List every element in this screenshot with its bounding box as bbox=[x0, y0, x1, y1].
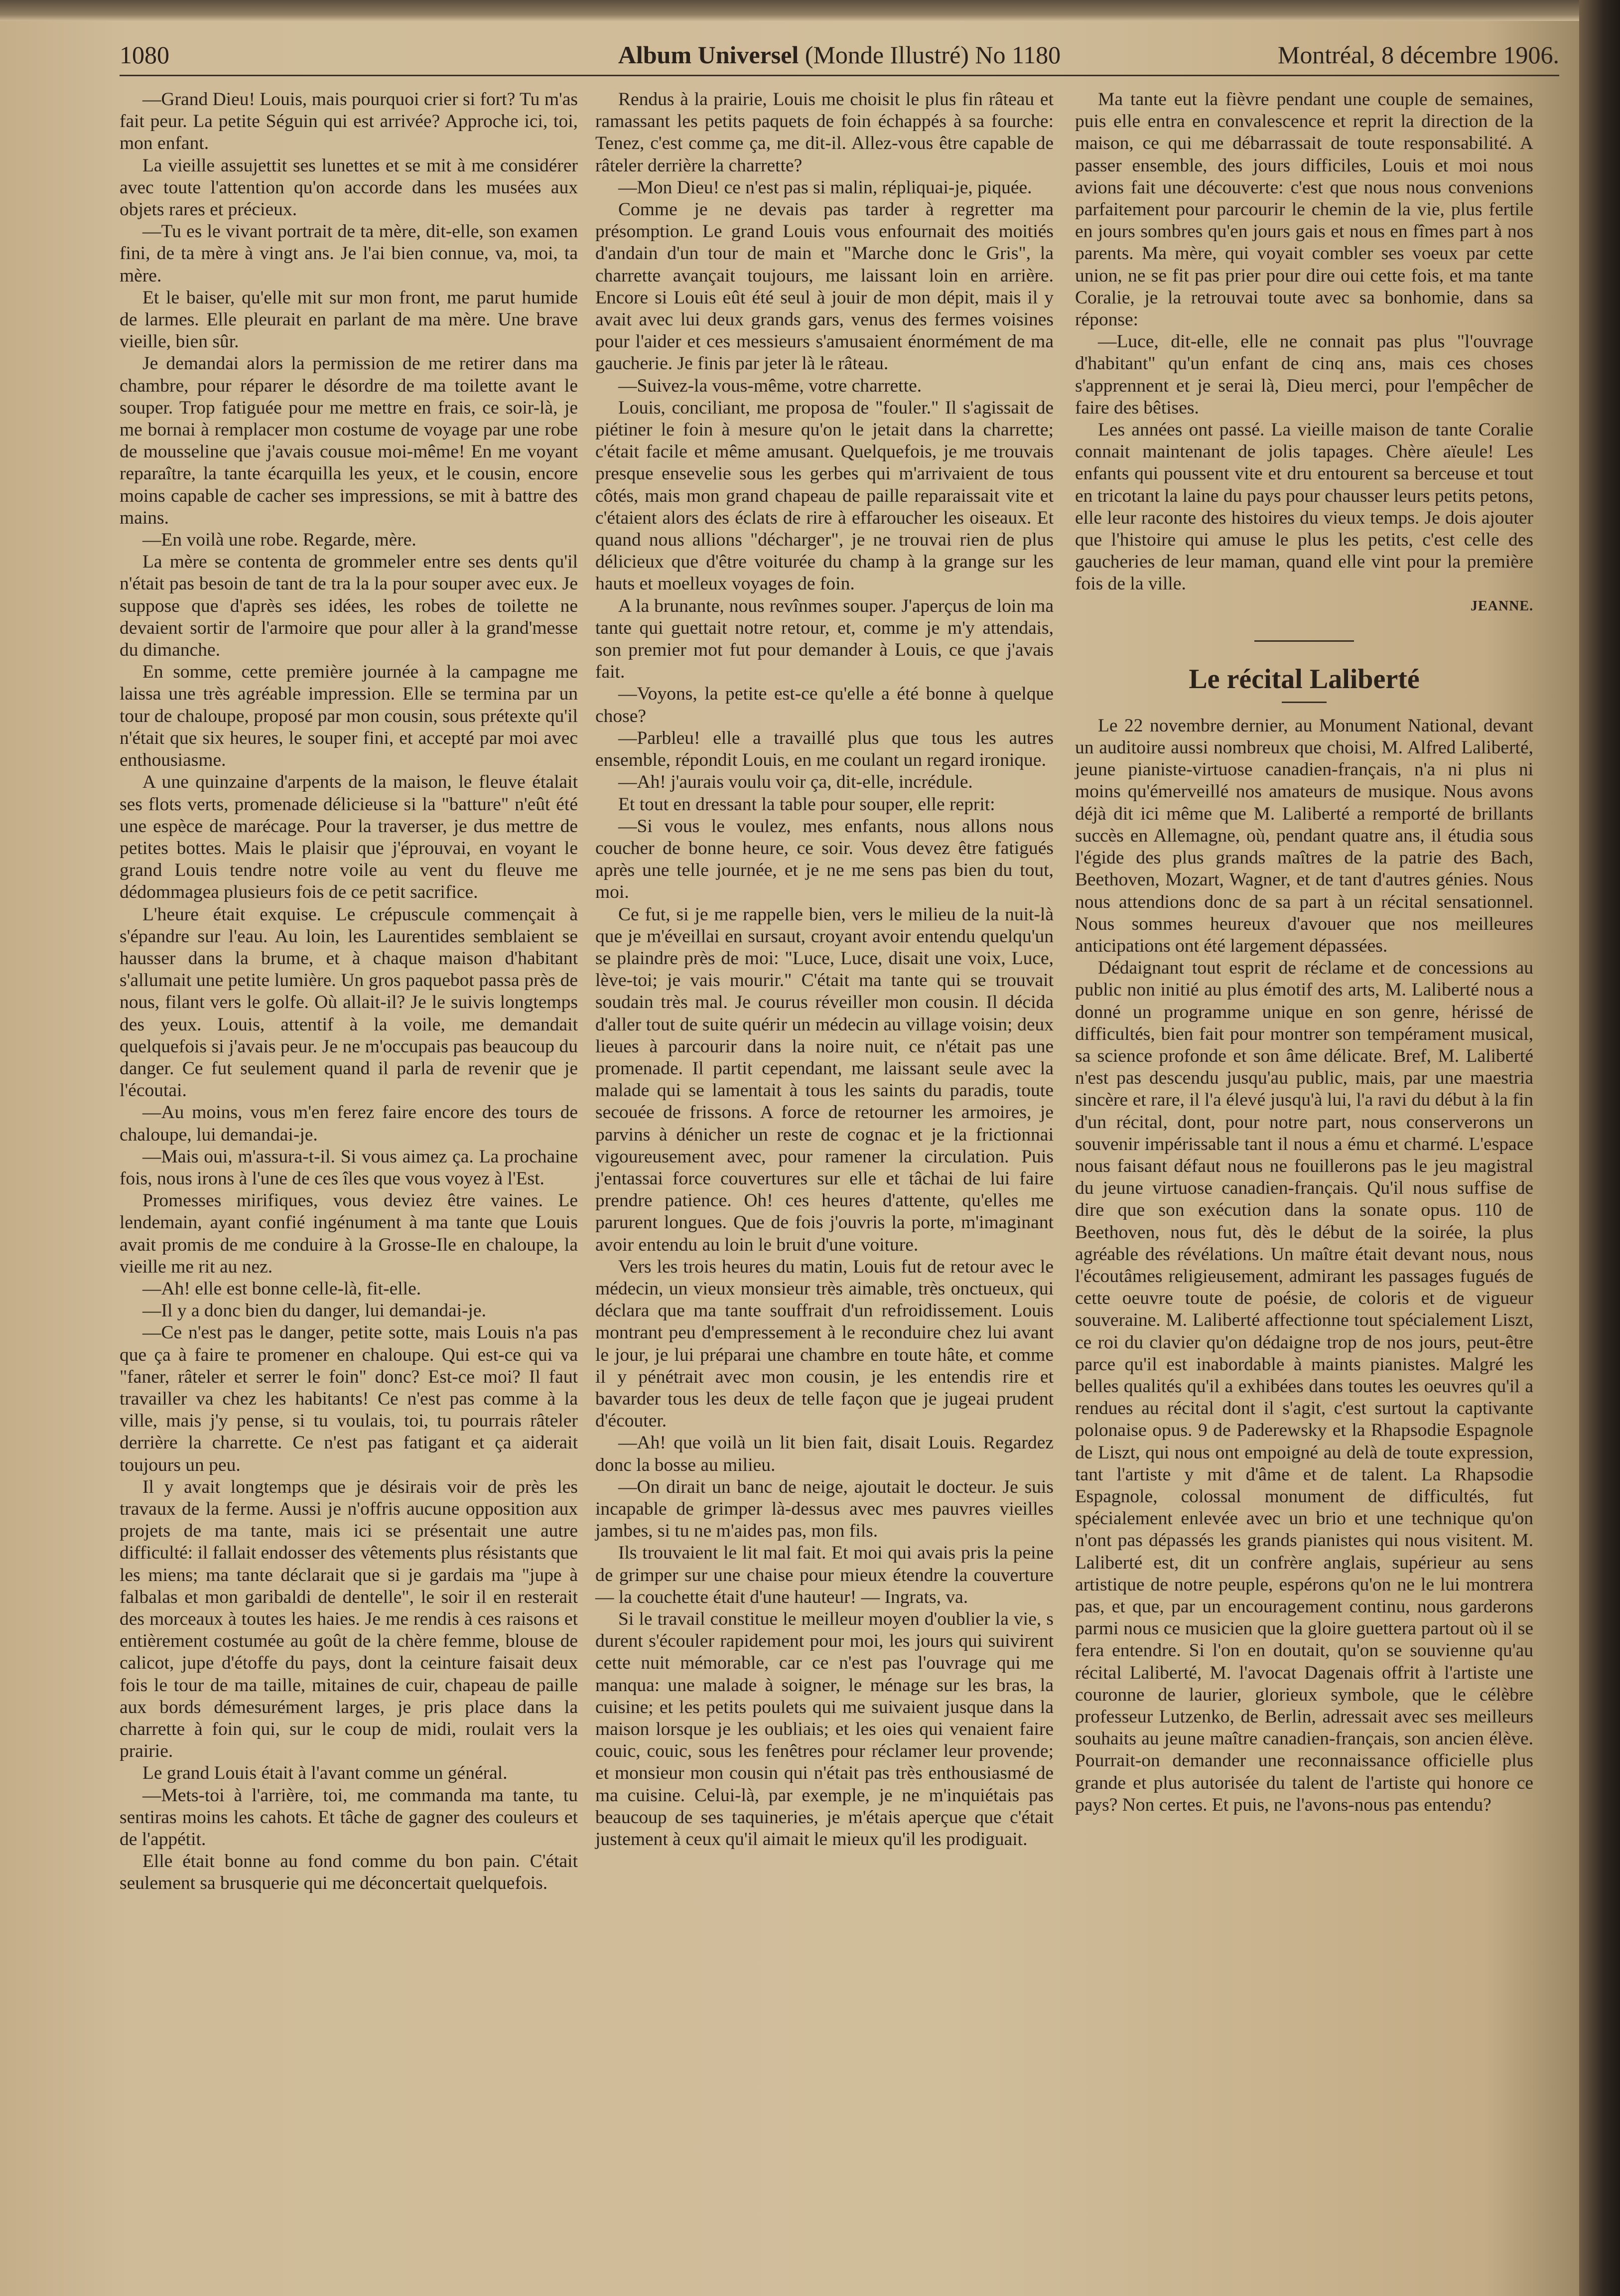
header-rule bbox=[120, 75, 1559, 76]
issue-date: Montréal, 8 décembre 1906. bbox=[1277, 41, 1559, 69]
author-signature: JEANNE. bbox=[1470, 598, 1533, 614]
paragraph: Elle était bonne au fond comme du bon pain. C'était seulement sa brusquerie qui me déconcertait quelquefois. bbox=[120, 1851, 578, 1894]
paragraph: En somme, cette première journée à la campagne me laissa une très agréable impression. Elle se termina par un tour de chaloupe, proposé par mon cousin, sous prétexte qu'il n'était que six heures, le souper fini, et accepté par moi avec enthousiasme. bbox=[120, 662, 578, 771]
paragraph: Ils trouvaient le lit mal fait. Et moi qui avais pris la peine de grimper sur une chaise pour mieux étendre la couverture — la couchette était d'une hauteur! — Ingrats, va. bbox=[595, 1543, 1054, 1607]
column-1 bbox=[120, 89, 578, 1895]
paragraph: Si le travail constitue le meilleur moyen d'oublier la vie, s durent s'écouler rapidement pour moi, les jours qui suivirent cette nuit mémorable, car ce n'est pas l'ouvrage qui me manqua: une malade à soigner, le ménage sur les bras, la cuisine; et les petits poulets qui me suivaient jusque dans la maison lorsque je les oubliais; et les oies qui venaient faire couic, couic, sous les fenêtres pour réclamer leur provende; et monsieur mon cousin qui n'était pas très enthousiasmé de ma cuisine. Celui-là, par exemple, je ne m'inquiétais pas beaucoup de ses taquineries, je m'étais aperçue que c'était justement à ceux qu'il aimait le mieux qu'il les prodiguait. bbox=[595, 1609, 1054, 1850]
paragraph: —Il y a donc bien du danger, lui demandai-je. bbox=[142, 1300, 486, 1321]
page-top-edge bbox=[0, 0, 1579, 21]
paragraph: Je demandai alors la permission de me retirer dans ma chambre, pour réparer le désordre de ma toilette avant le souper. Trop fatiguée pour me mettre en frais, ce soir-là, je me bornai à remplacer mon costume de voyage par une robe de mousseline que j'avais cousue moi-même! En me voyant reparaître, la tante écarquilla les yeux, et le cousin, encore moins capable de cacher ses impressions, se mit à battre des mains. bbox=[120, 353, 578, 528]
paragraph: Comme je ne devais pas tarder à regretter ma présomption. Le grand Louis vous enfournait des moitiés d'andain d'un tour de main et "Marche donc le Gris", la charrette avançait toujours, me laissant loin en arrière. Encore si Louis eût été seul à jouir de mon dépit, mais il y avait avec lui deux grands gars, venus des fermes voisines pour l'aider et ces messieurs s'amusaient énormément de ma gaucherie. Je finis par jeter là le râteau. bbox=[595, 199, 1054, 374]
paragraph: La mère se contenta de grommeler entre ses dents qu'il n'était pas besoin de tant de tra la la pour souper avec eux. Je suppose que d'après ses idées, les robes de toilette ne devaient sortir de l'armoire que pour aller à la grand'messe du dimanche. bbox=[120, 552, 578, 661]
publication-name: Album Universel bbox=[618, 41, 799, 69]
paragraph: Il y avait longtemps que je désirais voir de près les travaux de la ferme. Aussi je n'offris aucune opposition aux projets de ma tante, mais ici se présentait une autre difficulté: il fallait endosser des vêtements plus résistants que les miens; ma tante déclarait que si je gardais ma "jupe à falbalas et mon garibaldi de dentelle", le soir il en resterait des morceaux à toutes les haies. Je me rendis à ces raisons et entièrement costumée au goût de la chère femme, blouse de calicot, jupe d'étoffe du pays, dont la ceinture faisait deux fois le tour de ma taille, mitaines de cuir, chapeau de paille aux bords démesurément larges, je pris place dans la charrette à foin qui, sur le coup de midi, roulait vers la prairie. bbox=[120, 1476, 578, 1762]
paragraph: Les années ont passé. La vieille maison de tante Coralie connait maintenant de jolis tapages. Chère aïeule! Les enfants qui poussent vite et dru entourent sa berceuse et tout en tricotant la laine du pays pour chausser leurs petits petons, elle leur raconte des histoires du vieux temps. Je dois ajouter que l'histoire qui amuse le plus les petits, c'est celle des gaucheries de leur maman, quand elle vint pour la première fois de la ville. bbox=[1075, 420, 1533, 594]
paragraph: La vieille assujettit ses lunettes et se mit à me considérer avec toute l'attention qu'on accorde dans les musées aux objets rares et précieux. bbox=[120, 155, 578, 220]
column-3 bbox=[1075, 89, 1533, 1816]
paragraph: —Mais oui, m'assura-t-il. Si vous aimez ça. La prochaine fois, nous irons à l'une de ces îles que vous voyez à l'Est. bbox=[120, 1146, 578, 1189]
paragraph: Le 22 novembre dernier, au Monument National, devant un auditoire aussi nombreux que choisi, M. Alfred Laliberté, jeune pianiste-virtuose canadien-français, n'a ni plus ni moins qu'émerveillé nos amateurs de musique. Nous avons déjà dit ici même que M. Laliberté a remporté de brillants succès en Allemagne, où, pendant quatre ans, il étudia sous l'égide des plus grands maîtres de la patrie des Bach, Beethoven, Mozart, Wagner, et de tant d'autres génies. Nous nous attendions donc de sa part à un récital sensationnel. Nous sommes heureux d'avouer que nos meilleures anticipations ont été largement dépassées. bbox=[1075, 715, 1533, 956]
paragraph: Le grand Louis était à l'avant comme un général. bbox=[142, 1763, 508, 1784]
paragraph: A la brunante, nous revînmes souper. J'aperçus de loin ma tante qui guettait notre retour, et, comme je m'y attendais, son premier mot fut pour demander à Louis, ce que j'avais fait. bbox=[595, 595, 1054, 683]
paragraph: Ce fut, si je me rappelle bien, vers le milieu de la nuit-là que je m'éveillai en sursaut, croyant avoir entendu quelqu'un se plaindre près de moi: "Luce, Luce, disait une voix, Luce, lève-toi; je vais mourir." C'était ma tante qui se trouvait soudain très mal. Je courus réveiller mon cousin. Il décida d'aller tout de suite quérir un médecin au village voisin; deux lieues à parcourir dans la noire nuit, ce n'était pas une promenade. Il partit cependant, me laissant seule avec la malade qui se lamentait à tous les saints du paradis, toute secouée de frissons. A force de retourner les armoires, je parvins à dénicher un reste de cognac et je la frictionnai vigoureusement avec, pour ramener la circulation. Puis j'entassai force couvertures sur elle et tâchai de lui faire prendre patience. Oh! ces heures d'attente, qu'elles me parurent longues. Que de fois j'ouvris la porte, m'imaginant avoir entendu au loin le bruit d'une voiture. bbox=[595, 904, 1054, 1255]
paragraph: L'heure était exquise. Le crépuscule commençait à s'épandre sur l'eau. Au loin, les Laurentides semblaient se hausser dans la brume, et à chaque maison d'habitant s'allumait une petite lumière. Un gros paquebot passa près de nous, filant vers le golfe. Où allait-il? Je le suivis longtemps des yeux. Louis, attentif à la voile, me demandait quelquefois si j'avais peur. Je ne m'occupais pas beaucoup du danger. Ce fut seulement quand il parla de revenir que je l'écoutai. bbox=[120, 904, 578, 1101]
paragraph: —Voyons, la petite est-ce qu'elle a été bonne à quelque chose? bbox=[595, 684, 1054, 726]
paragraph: Ma tante eut la fièvre pendant une couple de semaines, puis elle entra en convalescence et reprit la direction de la maison, ce qui me débarrassait de toute responsabilité. A passer ensemble, des jours difficiles, Louis et moi nous avions fait une découverte: c'est que nous nous convenions parfaitement pour parcourir le chemin de la vie, plus fertile en jours sombres qu'en jours gais et nous en fîmes part à nos parents. Ma mère, qui voyait combler ses voeux par cette union, ne se fit pas prier pour dire oui cette fois, et ma tante Coralie, je la retrouvai toute avec sa bonhomie, dans sa réponse: bbox=[1075, 89, 1533, 330]
paragraph: —Grand Dieu! Louis, mais pourquoi crier si fort? Tu m'as fait peur. La petite Séguin qui est arrivée? Approche ici, toi, mon enfant. bbox=[120, 89, 578, 154]
paragraph: —Luce, dit-elle, elle ne connait pas plus "l'ouvrage d'habitant" qu'un enfant de cinq ans, mais ces choses s'apprennent et je serai là, Dieu merci, pour l'empêcher de faire des bêtises. bbox=[1075, 331, 1533, 418]
paragraph: —Parbleu! elle a travaillé plus que tous les autres ensemble, répondit Louis, en me coulant un regard ironique. bbox=[595, 727, 1054, 771]
page-number: 1080 bbox=[120, 41, 169, 69]
publication-subtitle: (Monde Illustré) No 1180 bbox=[799, 41, 1061, 69]
paragraph: —Au moins, vous m'en ferez faire encore des tours de chaloupe, lui demandai-je. bbox=[120, 1102, 578, 1145]
paragraph: Dédaignant tout esprit de réclame et de concessions au public non initié au plus émotif des arts, M. Laliberté nous a donné un programme unique en son genre, hérissé de difficultés, bien fait pour montrer son tempérament musical, sa science profonde et son âme délicate. Bref, M. Laliberté n'est pas descendu jusqu'au public, mais, par une maestria sincère et rare, il l'a élevé jusqu'à lui, l'a ravi du début à la fin d'un récital, dont, pour notre part, nous conserverons un souvenir impérissable tant il nous a ému et charmé. L'espace nous faisant défaut nous ne fouillerons pas le jeu magistral du jeune virtuose canadien-français. Qu'il nous suffise de dire que son exécution dans la sonate opus. 110 de Beethoven, nous fut, dès le début de la soirée, la plus agréable des révélations. Un maître était devant nous, nous l'écoutâmes religieusement, admirant les passages fugués de cette oeuvre toute de poésie, de coloris et de vigueur souveraine. M. Laliberté affectionne tout spécialement Liszt, ce roi du clavier qu'on dédaigne trop de nos jours, peut-être parce qu'il est inabordable à maints pianistes. Malgré les belles qualités qu'il a exhibées dans toutes les oeuvres qu'il a rendues au récital dont il s'agit, c'est surtout la captivante polonaise opus. 9 de Paderewsky et la Rhapsodie Espagnole de Liszt, qui nous ont empoigné au delà de toute expression, tant l'artiste y mit d'âme et de talent. La Rhapsodie Espagnole, colossal monument de difficultés, fut spécialement enlevée avec un brio et une technique qu'on n'ont pas dépassés les grands pianistes qui nous visitent. M. Laliberté est, dit un confrère anglais, supérieur au sens artistique de notre peuple, espérons qu'on ne le lui montrera pas, et que, par un encouragement continu, nous garderons parmi nous ce musicien que la gloire guettera partout où il se fera entendre. Si l'on en doutait, qu'on se souvienne qu'au récital Laliberté, M. l'avocat Dagenais offrit à l'artiste une couronne de laurier, glorieux symbole, que le célèbre professeur Lutzenko, de Berlin, adressait avec ses meilleurs souhaits au jeune maître canadien-français, son ancien élève. Pourrait-on demander une reconnaissance officielle plus grande et plus autorisée du talent de l'artiste qui honore ce pays? Non certes. Et puis, ne l'avons-nous pas entendu? bbox=[1075, 958, 1533, 1815]
page-header bbox=[120, 39, 1559, 71]
article-title: Le récital Laliberté bbox=[1189, 663, 1420, 695]
book-binding-edge bbox=[1579, 0, 1620, 2296]
paragraph: Vers les trois heures du matin, Louis fut de retour avec le médecin, un vieux monsieur très aimable, très onctueux, qui déclara que ma tante souffrait d'un refroidissement. Louis montrant peu d'empressement à le reconduire chez lui avant le jour, je lui préparai une chambre en toute hâte, et comme il y pénétrait avec mon cousin, je les entendis rire et bavarder tous les deux de telle façon que je jugeai prudent d'écouter. bbox=[595, 1256, 1054, 1432]
paragraph: —Ce n'est pas le danger, petite sotte, mais Louis n'a pas que ça à faire te promener en chaloupe. Qui est-ce qui va "faner, râteler et serrer le foin" donc? Est-ce moi? Il faut travailler va chez les habitants! Ce n'est pas comme à la ville, mais j'y pense, si tu voulais, toi, tu pourrais râteler derrière la charrette. Ce n'est pas fatigant et ça aiderait toujours un peu. bbox=[120, 1322, 578, 1475]
paragraph: —Tu es le vivant portrait de ta mère, dit-elle, son examen fini, de ta mère à vingt ans. Je l'ai bien connue, va, moi, ta mère. bbox=[120, 221, 578, 286]
column-2 bbox=[595, 89, 1054, 1851]
paragraph: —Si vous le voulez, mes enfants, nous allons nous coucher de bonne heure, ce soir. Vous devez être fatigués après une telle journée, et je ne me sens pas bien du tout, moi. bbox=[595, 816, 1054, 903]
section-divider bbox=[1254, 640, 1354, 642]
paragraph: Promesses mirifiques, vous deviez être vaines. Le lendemain, ayant confié ingénument à ma tante que Louis avait promis de me conduire à la Grosse-Ile en chaloupe, la vieille me rit au nez. bbox=[120, 1190, 578, 1277]
paragraph: Louis, conciliant, me proposa de "fouler." Il s'agissait de piétiner le foin à mesure qu'on le jetait dans la charrette; c'était facile et même amusant. Quelquefois, je me trouvais presque ensevelie sous les gerbes qui m'arrivaient de tous côtés, mais mon grand chapeau de paille reparaissait vite et c'étaient alors des éclats de rire à effaroucher les oiseaux. Et quand nous allions "décharger", je ne trouvai rien de plus délicieux que d'être voiturée du champ à la grange sur les hauts et moelleux voyages de foin. bbox=[595, 397, 1054, 594]
paragraph: —En voilà une robe. Regarde, mère. bbox=[142, 530, 416, 551]
paragraph: Et le baiser, qu'elle mit sur mon front, me parut humide de larmes. Elle pleurait en parlant de ma mère. Une brave vieille, bien sûr. bbox=[120, 287, 578, 352]
title-underline bbox=[1282, 702, 1327, 703]
paragraph: Et tout en dressant la table pour souper, elle reprit: bbox=[618, 794, 995, 815]
paragraph: Rendus à la prairie, Louis me choisit le plus fin râteau et ramassant les petits paquets de foin échappés à sa fourche: Tenez, c'est comme ça, me dit-il. Allez-vous être capable de râteler derrière la charrette? bbox=[595, 89, 1054, 176]
paragraph: —Mon Dieu! ce n'est pas si malin, répliquai-je, piquée. bbox=[618, 177, 1032, 198]
paragraph: —Ah! j'aurais voulu voir ça, dit-elle, incrédule. bbox=[618, 772, 973, 793]
paragraph: —Ah! que voilà un lit bien fait, disait Louis. Regardez donc la bosse au milieu. bbox=[595, 1433, 1054, 1475]
paragraph: —Ah! elle est bonne celle-là, fit-elle. bbox=[142, 1278, 421, 1299]
paragraph: A une quinzaine d'arpents de la maison, le fleuve étalait ses flots verts, promenade délicieuse si la "batture" n'eût été une espèce de marécage. Pour la traverser, je dus mettre de petites bottes. Mais le plaisir que j'éprouvai, en voyant le grand Louis tendre notre voile au vent du fleuve me dédommagea plusieurs fois de ce petit sacrifice. bbox=[120, 772, 578, 903]
paragraph: —Mets-toi à l'arrière, toi, me commanda ma tante, tu sentiras moins les cahots. Et tâche de gagner des couleurs et de l'appétit. bbox=[120, 1785, 578, 1850]
paragraph: —Suivez-la vous-même, votre charrette. bbox=[618, 375, 922, 396]
paragraph: —On dirait un banc de neige, ajoutait le docteur. Je suis incapable de grimper là-dessus avec mes pauvres vieilles jambes, si tu ne m'aides pas, mon fils. bbox=[595, 1476, 1054, 1542]
